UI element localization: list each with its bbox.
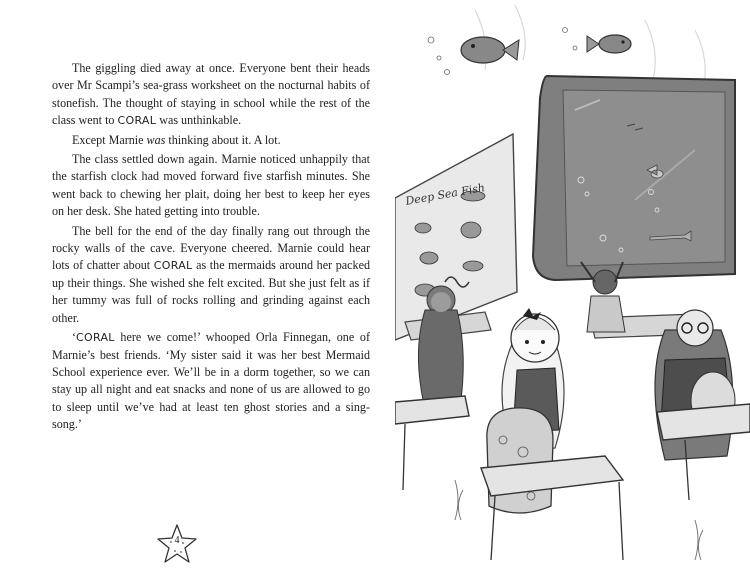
emphasis: was — [146, 132, 166, 147]
body-text — [52, 60, 370, 436]
page-number: 4 — [174, 535, 180, 546]
page-number-starfish — [155, 522, 199, 566]
paragraph-2: Except Marnie was thinking about it. A lot. — [72, 132, 281, 147]
illustration — [395, 0, 750, 576]
poster-title: Deep Sea Fish — [404, 181, 486, 208]
fish-icon — [587, 35, 631, 53]
classroom-scene — [395, 0, 750, 576]
paragraph-5: ‘CORAL here we come!’ whooped Orla Finnegan, one of Marnie’s best friends. ‘My sister said it was her best Mermaid School experience ever. We’ll be in a dorm together, so we can stay up all night and eat snacks and none of us are allowed to go to sleep until we’ve had at least ten ghost stories and a sing-song.’ — [52, 330, 370, 432]
paragraph-4: The bell for the end of the day finally rang out through the rocky walls of the cave. Everyone cheered. Marnie could hear lots of chatter about CORAL as the mermaids around her packed up their things. She wished she felt excited. But she just felt as if her tummy was full of rocks rolling and grinding against each other. — [52, 223, 370, 325]
deep-sea-fish-poster — [395, 134, 517, 340]
paragraph-1: The giggling died away at once. Everyone bent their heads over Mr Scampi’s sea-grass worksheet on the nocturnal habits of stonefish. The thought of staying in school while the rest of the class went to CORAL was unthinkable. — [52, 61, 370, 128]
brand-coral: CORAL — [76, 331, 115, 345]
brand-coral: CORAL — [153, 259, 193, 273]
aquarium-window — [533, 76, 735, 280]
paragraph-3: The class settled down again. Marnie noticed unhappily that the starfish clock had moved forward five starfish minutes. She went back to chewing her plait, doing her best to keep her eyes on her desk. She hated getting into trouble. — [52, 152, 370, 219]
pufferfish-icon — [461, 37, 519, 63]
brand-coral: CORAL — [117, 114, 157, 128]
school-bag — [487, 408, 553, 513]
